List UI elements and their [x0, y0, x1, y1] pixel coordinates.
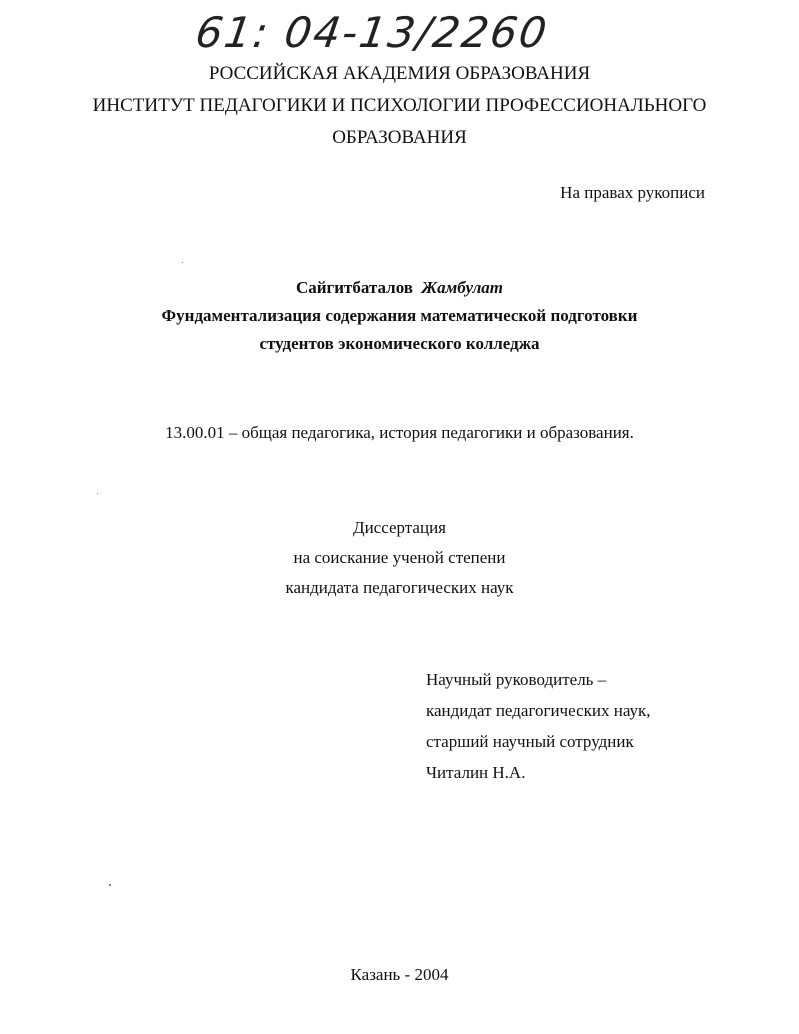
dissertation-line-2: на соискание ученой степени — [293, 548, 506, 567]
handwritten-catalog-number: 61: 04-13/2260 — [192, 8, 552, 57]
author-name — [0, 274, 799, 302]
scan-speck — [182, 262, 183, 263]
supervisor-line-3: старший научный сотрудник — [426, 732, 634, 751]
header-line-academy: РОССИЙСКАЯ АКАДЕМИЯ ОБРАЗОВАНИЯ — [208, 63, 591, 84]
author-and-title — [0, 274, 799, 358]
city-year: Казань - 2004 — [350, 965, 449, 984]
supervisor-line-4: Читалин Н.А. — [426, 763, 526, 782]
title-line-2: студентов экономического колледжа — [259, 334, 540, 353]
scan-speck — [109, 884, 111, 886]
header-line-institute: ИНСТИТУТ ПЕДАГОГИКИ И ПСИХОЛОГИИ ПРОФЕССИОНАЛЬНОГО — [92, 95, 707, 116]
supervisor-line-2: кандидат педагогических наук, — [426, 701, 651, 720]
header-line-education: ОБРАЗОВАНИЯ — [332, 127, 467, 148]
manuscript-rights: На правах рукописи — [560, 183, 705, 202]
author-surname: Сайгитбаталов — [295, 278, 413, 297]
scan-speck — [97, 493, 98, 494]
supervisor-block — [426, 664, 651, 788]
dissertation-line-1: Диссертация — [352, 518, 446, 537]
title-line-1: Фундаментализация содержания математической подготовки — [161, 306, 638, 325]
dissertation-block — [0, 513, 799, 603]
institution-header — [0, 58, 799, 154]
supervisor-line-1: Научный руководитель – — [426, 670, 607, 689]
author-given-name: Жамбулат — [421, 278, 504, 297]
dissertation-line-3: кандидата педагогических наук — [285, 578, 514, 597]
specialty-code: 13.00.01 – общая педагогика, история педагогики и образования. — [165, 423, 634, 442]
